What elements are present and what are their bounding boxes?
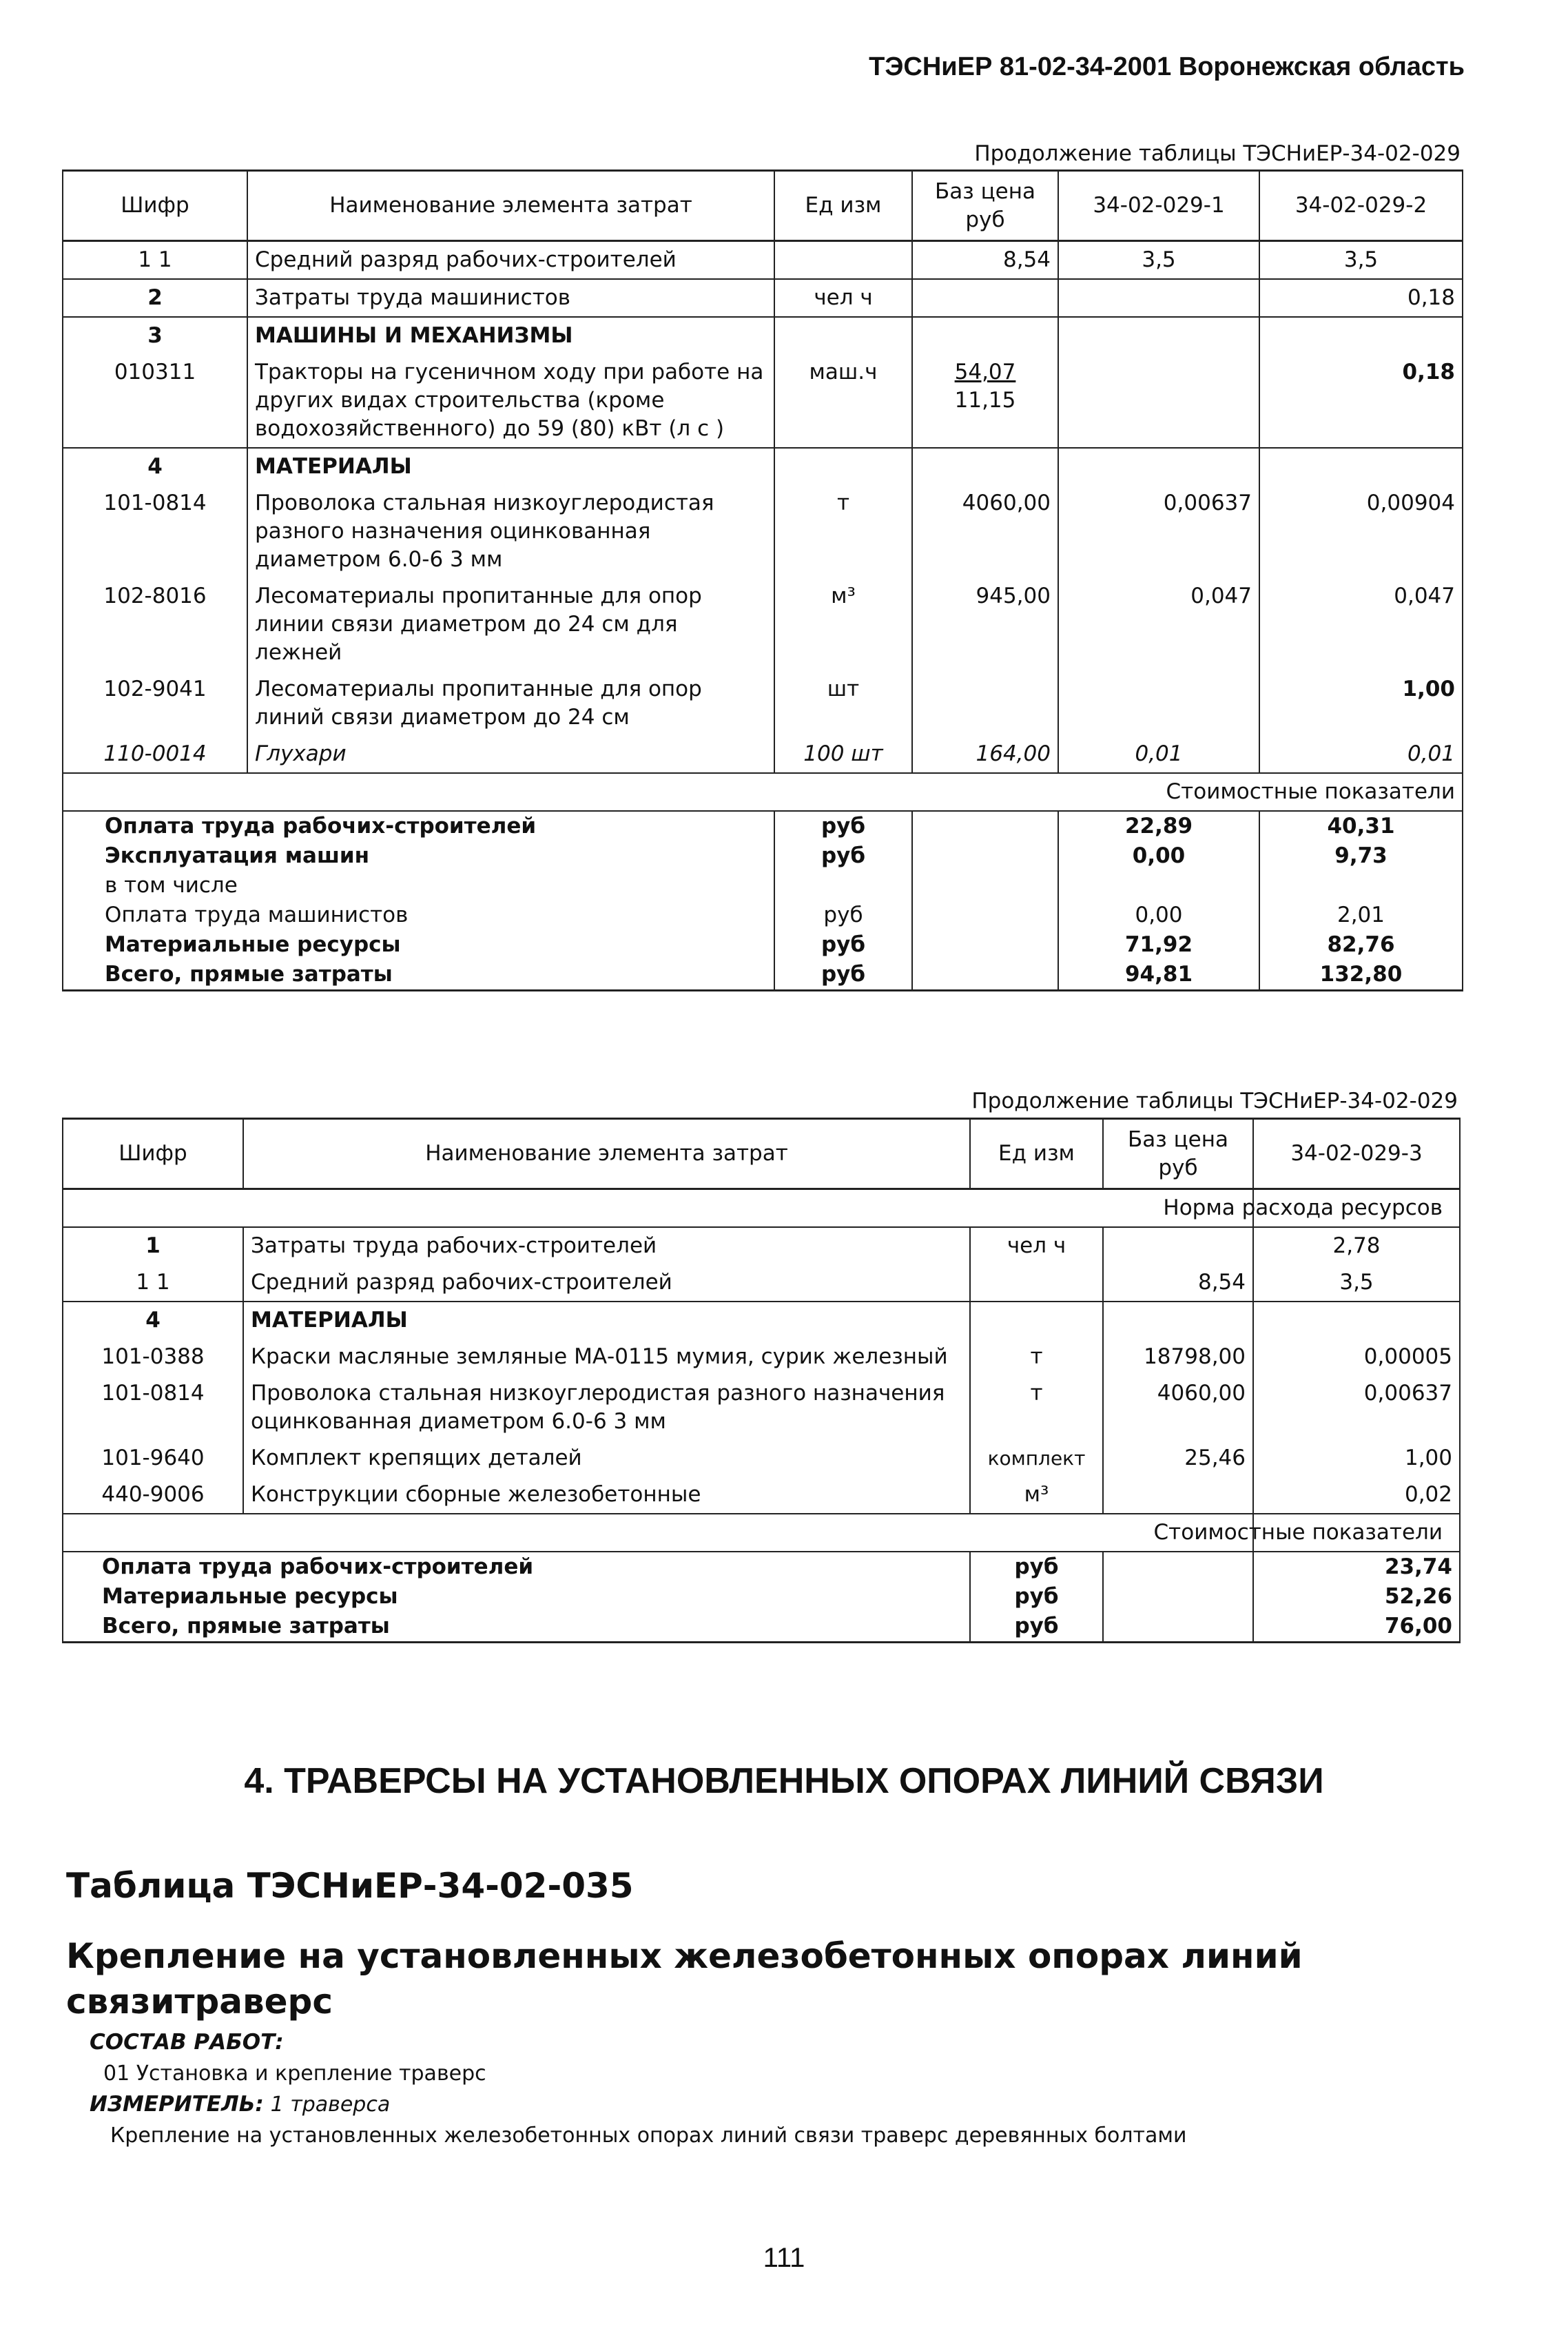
meter-value: 1 траверса	[270, 2093, 391, 2117]
norm-label-row: Норма расхода ресурсов	[63, 1189, 1460, 1228]
col-name: Наименование элемента затрат	[243, 1119, 970, 1189]
total-row: Материальные ресурсы руб 52,26	[63, 1582, 1460, 1612]
table-row: 4 МАТЕРИАЛЫ	[63, 1302, 1460, 1339]
table-row: 010311 Тракторы на гусеничном ходу при работе на других видах строительства (кроме водохозяйственного) до 59 (80) кВт (л с ) маш.ч 54,07 11,15 0,18	[63, 354, 1463, 448]
total-row: Оплата труда рабочих-строителей руб 23,74	[63, 1552, 1460, 1582]
total-row: Оплата труда машинистов руб 0,00 2,01	[63, 901, 1463, 930]
table-row: 2 Затраты труда машинистов чел ч 0,18	[63, 279, 1463, 317]
table1	[62, 169, 1463, 991]
meter-label: ИЗМЕРИТЕЛЬ:	[90, 2092, 264, 2117]
table-row: 1 1 Средний разряд рабочих-строителей 8,54 3,5	[63, 1264, 1460, 1302]
col-v2: 34-02-029-2	[1259, 171, 1463, 241]
col-v1: 34-02-029-1	[1058, 171, 1259, 241]
table-row: 101-0388 Краски масляные земляные МА-0115 мумия, сурик железный т 18798,00 0,00005	[63, 1339, 1460, 1375]
table-row: 110-0014 Глухари 100 шт 164,00 0,01 0,01	[63, 736, 1463, 773]
table-row: 3 МАШИНЫ И МЕХАНИЗМЫ	[63, 317, 1463, 354]
col-name: Наименование элемента затрат	[247, 171, 774, 241]
col-v: 34-02-029-3	[1253, 1119, 1460, 1189]
col-code: Шифр	[63, 1119, 243, 1189]
cost-label-row: Стоимостные показатели	[63, 773, 1463, 811]
table-row: 4 МАТЕРИАЛЫ	[63, 448, 1463, 485]
table2-continuation: Продолжение таблицы ТЭСНиЕР-34-02-029	[971, 1089, 1458, 1113]
total-row: Оплата труда рабочих-строителей руб 22,89 40,31	[63, 811, 1463, 841]
total-row: Всего, прямые затраты руб 94,81 132,80	[63, 960, 1463, 991]
table-row: 440-9006 Конструкции сборные железобетонные м³ 0,02	[63, 1477, 1460, 1514]
col-unit: Ед изм	[970, 1119, 1103, 1189]
table-row: 1 1 Средний разряд рабочих-строителей 8,54 3,5 3,5	[63, 241, 1463, 280]
meter-line	[90, 2092, 390, 2117]
table-title: Таблица ТЭСНиЕР-34-02-035	[66, 1866, 634, 1906]
page-header: ТЭСНиЕР 81-02-34-2001 Воронежская область	[869, 52, 1465, 81]
table-row: 1 Затраты труда рабочих-строителей чел ч 2,78	[63, 1227, 1460, 1264]
col-unit: Ед изм	[774, 171, 912, 241]
cost-label-row: Стоимостные показатели	[63, 1514, 1460, 1552]
total-row: Материальные ресурсы руб 71,92 82,76	[63, 930, 1463, 960]
work-label: СОСТАВ РАБОТ:	[90, 2030, 284, 2055]
total-row: Эксплуатация машин руб 0,00 9,73	[63, 841, 1463, 871]
table-row: 101-0814 Проволока стальная низкоуглеродистая разного назначения оцинкованная диаметром 6.0-6 3 мм т 4060,00 0,00637	[63, 1375, 1460, 1440]
col-code: Шифр	[63, 171, 247, 241]
col-price: Баз цена руб	[912, 171, 1058, 241]
page-number: 111	[763, 2243, 805, 2273]
table-row: 102-9041 Лесоматериалы пропитанные для опор линий связи диаметром до 24 см шт 1,00	[63, 671, 1463, 736]
table1-continuation: Продолжение таблицы ТЭСНиЕР-34-02-029	[974, 141, 1461, 166]
table-row: 101-9640 Комплект крепящих деталей комплект 25,46 1,00	[63, 1440, 1460, 1477]
table-row: 102-8016 Лесоматериалы пропитанные для опор линии связи диаметром до 24 см для лежней м³ 945,00 0,047 0,047	[63, 578, 1463, 671]
col-price: Баз цена руб	[1103, 1119, 1253, 1189]
section-title: 4. ТРАВЕРСЫ НА УСТАНОВЛЕННЫХ ОПОРАХ ЛИНИЙ СВЯЗИ	[244, 1761, 1324, 1801]
table2	[62, 1118, 1461, 1643]
total-row: Всего, прямые затраты руб 76,00	[63, 1612, 1460, 1643]
work-item: 01 Установка и крепление траверс	[103, 2062, 486, 2086]
total-row: в том числе	[63, 871, 1463, 901]
table-row: 101-0814 Проволока стальная низкоуглеродистая разного назначения оцинкованная диаметром 6.0-6 3 мм т 4060,00 0,00637 0,00904	[63, 485, 1463, 578]
table-subtitle: Крепление на установленных железобетонных опорах линий связитраверс	[66, 1936, 1303, 2022]
description: Крепление на установленных железобетонных опорах линий связи траверс деревянных болтами	[110, 2124, 1187, 2148]
